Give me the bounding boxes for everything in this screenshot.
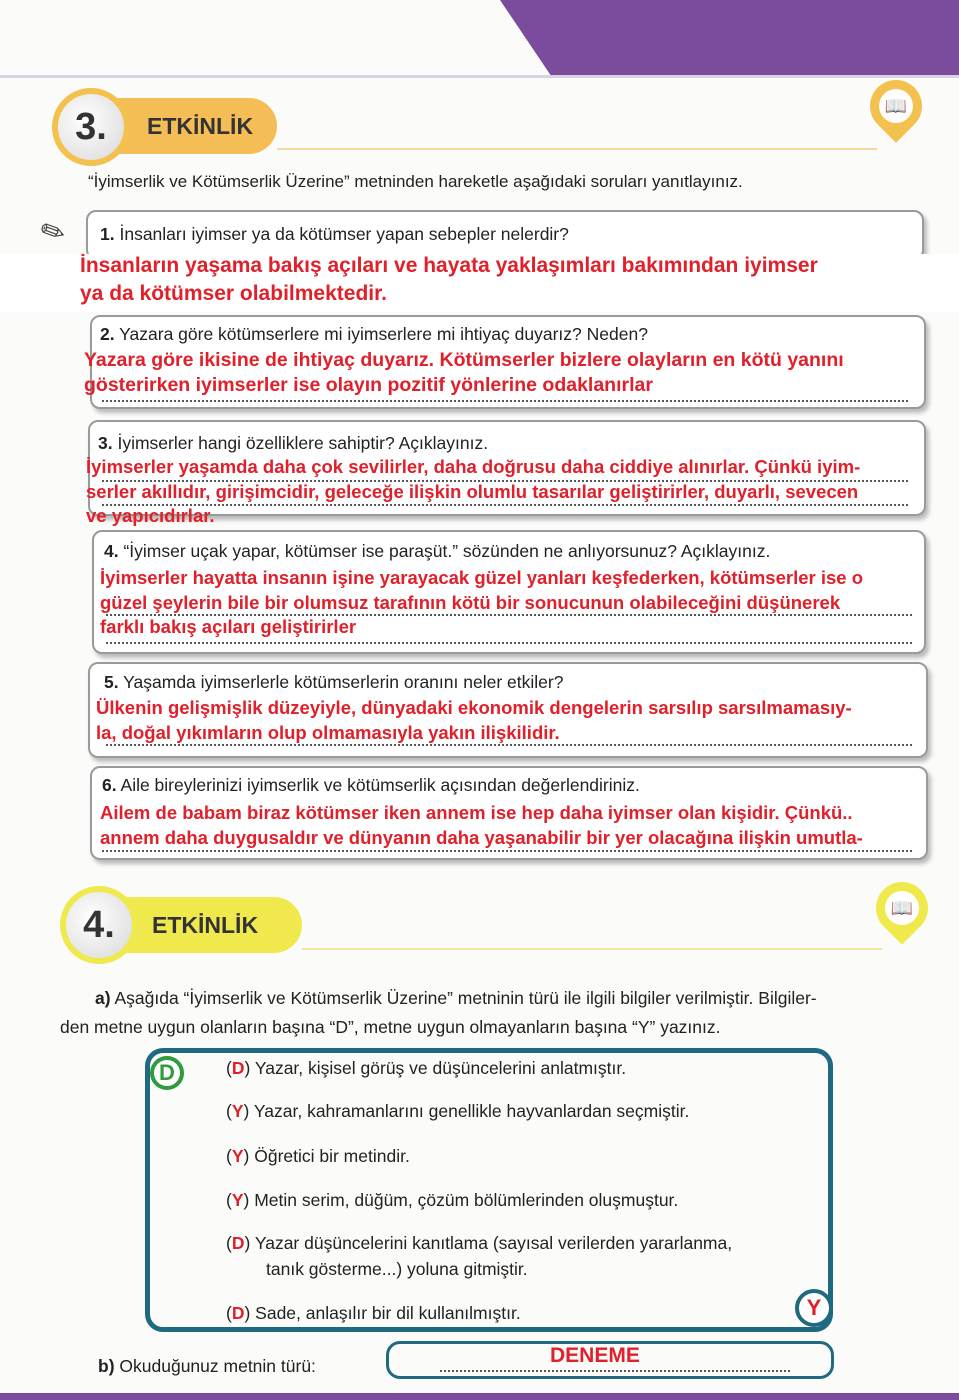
statement-2: (Y) Yazar, kahramanlarını genellikle hayvanlardan seçmiştir.	[226, 1101, 690, 1121]
activity3-intro: “İyimserlik ve Kötümserlik Üzerine” metninden hareketle aşağıdaki soruları yanıtlayınız.	[88, 172, 743, 191]
statement-6: (D) Sade, anlaşılır bir dil kullanılmıştır.	[226, 1303, 521, 1323]
corner-y-mark: Y	[795, 1289, 833, 1327]
answer-line	[106, 642, 912, 644]
pencil-icon: ✏	[35, 212, 71, 253]
answer-line	[440, 1370, 790, 1372]
answer-6: Ailem de babam biraz kötümser iken annem ise hep daha iyimser olan kişidir. Çünkü.. annem daha duygusaldır ve dünyanın daha yaşanabilir bir yer olacağına ilişkin umutla-	[100, 802, 863, 848]
divider	[302, 948, 882, 950]
book-icon: 📖	[885, 891, 919, 925]
divider	[0, 75, 959, 78]
question-2: 2. Yazara göre kötümserlere mi iyimserlere mi ihtiyaç duyarız? Neden?	[100, 324, 648, 344]
activity4-instructions-cont: den metne uygun olanların başına “D”, metne uygun olmayanların başına “Y” yazınız.	[60, 1017, 721, 1037]
answer-line	[102, 400, 908, 402]
answer-2: Yazara göre ikisine de ihtiyaç duyarız. Kötümserler bizlere olayların en kötü yanını gösterirken iyimserler ise olayın pozitif yönlerine odaklanırlar	[84, 349, 844, 396]
footer-bar	[0, 1393, 959, 1400]
book-icon-pin	[865, 871, 939, 945]
statement-4: (Y) Metin serim, düğüm, çözüm bölümlerinden oluşmuştur.	[226, 1190, 679, 1210]
statement-1: (D) Yazar, kişisel görüş ve düşüncelerini anlatmıştır.	[226, 1058, 627, 1078]
activity4-instructions: a) Aşağıda “İyimserlik ve Kötümserlik Üzerine” metninin türü ile ilgili bilgiler verilmiştir. Bilgiler-	[95, 988, 817, 1008]
question-5: 5. Yaşamda iyimserlerle kötümserlerin oranını neler etkiler?	[104, 672, 564, 692]
question-4: 4. “İyimser uçak yapar, kötümser ise paraşüt.” sözünden ne anlıyorsunuz? Açıklayınız.	[104, 541, 771, 561]
divider	[277, 148, 877, 150]
activity3-title: ETKİNLİK	[147, 112, 254, 139]
activity4-title: ETKİNLİK	[152, 911, 259, 938]
book-icon: 📖	[879, 89, 913, 123]
answer-4: İyimserler hayatta insanın işine yarayacak güzel yanları keşfederken, kötümserler ise o güzel şeylerin bile bir olumsuz tarafının kötü bir sonucunun olabileceğini düşünerek farklı bakış açıları geliştirirler	[100, 567, 863, 637]
header-decoration	[500, 0, 959, 75]
book-icon-pin	[859, 69, 933, 143]
activity3-number: 3.	[52, 88, 130, 166]
corner-d-mark: D	[150, 1056, 184, 1090]
question-6: 6. Aile bireylerinizi iyimserlik ve kötümserlik açısından değerlendiriniz.	[102, 775, 640, 795]
question-3: 3. İyimserler hangi özelliklere sahiptir? Açıklayınız.	[98, 433, 489, 453]
statement-3: (Y) Öğretici bir metindir.	[226, 1146, 410, 1166]
answer-line	[102, 850, 912, 852]
activity4-number: 4.	[60, 886, 138, 964]
answer-3: İyimserler yaşamda daha çok sevilirler, daha doğrusu daha ciddiye alınırlar. Çünkü iyim- serler akıllıdır, girişimcidir, geleceğe ilişkin olumlu tasarılar geliştirirler, duyarlı, sevecen ve yapıcıdırlar.	[86, 456, 861, 526]
question-1: 1. İnsanları iyimser ya da kötümser yapan sebepler nelerdir?	[100, 224, 569, 244]
part-b-label: b) Okuduğunuz metnin türü:	[98, 1356, 316, 1376]
answer-5: Ülkenin gelişmişlik düzeyiyle, dünyadaki ekonomik dengelerin sarsılıp sarsılmamasıy- la, doğal yıkımların olup olmamasıyla yakın ilişkilidir.	[96, 697, 852, 743]
statement-5: (D) Yazar düşüncelerini kanıtlama (sayısal verilerden yararlanma, tanık gösterme...) yoluna gitmiştir.	[226, 1233, 733, 1279]
answer-1: İnsanların yaşama bakış açıları ve hayata yaklaşımları bakımından iyimser ya da kötümser olabilmektedir.	[80, 254, 818, 305]
genre-answer: DENEME	[550, 1344, 640, 1367]
